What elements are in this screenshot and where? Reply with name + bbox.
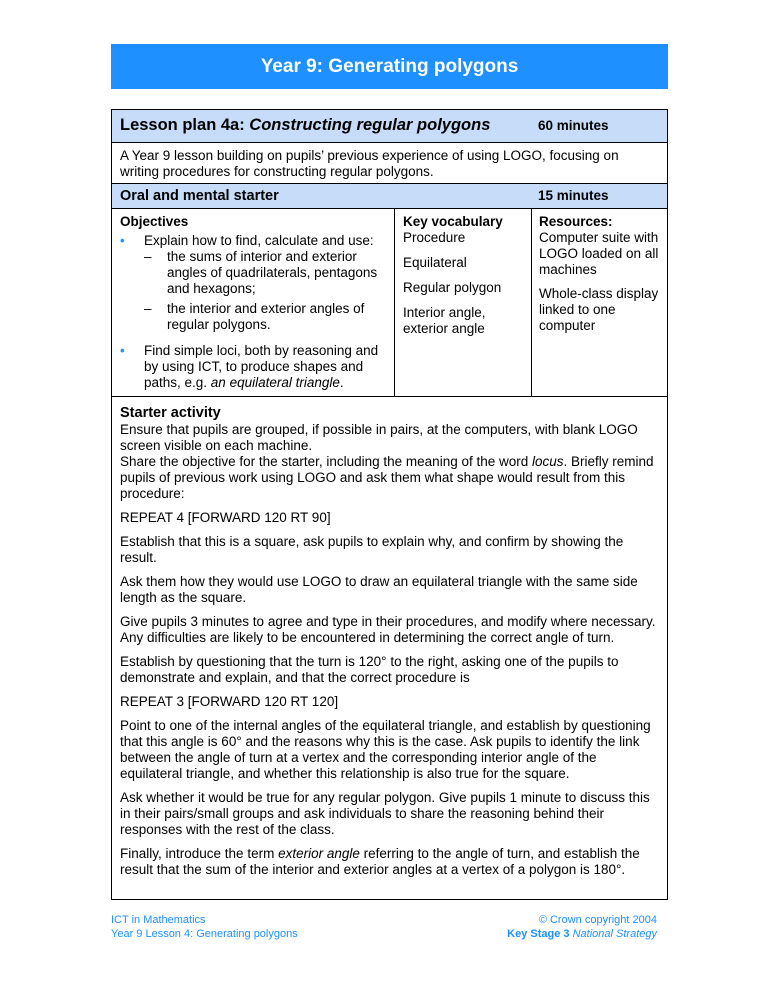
- starter-paragraph: Ensure that pupils are grouped, if possible in pairs, at the computers, with blank LOGO screen visible on each machine.: [120, 422, 638, 453]
- dash-icon: –: [144, 301, 152, 316]
- starter-activity: [120, 405, 660, 878]
- starter-paragraph: Establish by questioning that the turn is 120° to the right, asking one of the pupils to demonstrate and explain, and that the correct procedure is: [120, 654, 619, 685]
- vocabulary-item: Procedure: [403, 230, 466, 245]
- logo-code: REPEAT 4 [FORWARD 120 RT 90]: [120, 510, 331, 525]
- starter-heading: Starter activity: [120, 405, 221, 421]
- footer-publication: ICT in Mathematics: [111, 914, 206, 926]
- objectives-column: [120, 214, 388, 391]
- objective-text: Find simple loci, both by reasoning and by using ICT, to produce shapes and paths, e.g.: [144, 343, 379, 390]
- objective-item: • Find simple loci, both by reasoning and by using ICT, to produce shapes and paths, e.g. an equilateral triangle.: [120, 343, 379, 390]
- objectives-heading: Objectives: [120, 214, 189, 229]
- footer-copyright: © Crown copyright 2004: [538, 914, 657, 926]
- starter-paragraph: Point to one of the internal angles of the equilateral triangle, and establish by questioning that this angle is 60° and the reasons why this is the case. Ask pupils to identify the link between the angle of turn at a vertex and the corresponding interior angle of the equilateral triangle, and whether this relationship is also true for the square.: [120, 718, 651, 781]
- objective-subtext: the sums of interior and exterior angles of quadrilaterals, pentagons and hexagons;: [167, 249, 378, 296]
- banner-title: Year 9: Generating polygons: [260, 56, 519, 77]
- vocabulary-column: [403, 214, 531, 337]
- column-divider: [531, 208, 532, 396]
- section-divider: [112, 396, 667, 397]
- lesson-plan-header: [112, 110, 667, 143]
- footer-left: [111, 913, 298, 941]
- starter-paragraph: Ask whether it would be true for any regular polygon. Give pupils 1 minute to discuss this in their pairs/small groups and ask individuals to share the reasoning behind their responses with the rest of the class.: [120, 790, 650, 837]
- bullet-icon: •: [120, 343, 125, 358]
- resource-item: Whole-class display linked to one computer: [539, 286, 659, 333]
- oral-starter-title: Oral and mental starter: [120, 188, 279, 204]
- starter-paragraph: Share the objective for the starter, including the meaning of the word locus. Briefly remind pupils of previous work using LOGO and ask them what shape would result from this procedure:: [120, 454, 654, 501]
- starter-emphasis: locus: [532, 454, 564, 469]
- lesson-plan-name: Constructing regular polygons: [249, 116, 491, 134]
- vocabulary-item: Equilateral: [403, 255, 467, 270]
- footer-strategy: Key Stage 3 National Strategy: [507, 928, 657, 940]
- objective-subitem: [144, 249, 388, 297]
- vocabulary-item: Interior angle, exterior angle: [403, 305, 486, 336]
- vocabulary-item: Regular polygon: [403, 280, 502, 295]
- starter-emphasis: exterior angle: [278, 846, 360, 861]
- objective-text: Explain how to find, calculate and use:: [144, 233, 374, 248]
- oral-starter-header: [112, 183, 667, 209]
- page-banner: [111, 44, 668, 89]
- lesson-duration: 60 minutes: [538, 118, 609, 133]
- column-divider: [394, 208, 395, 396]
- starter-paragraph: Give pupils 3 minutes to agree and type in their procedures, and modify where necessary. Any difficulties are likely to be encountered in determining the correct angle of turn.: [120, 614, 656, 645]
- starter-paragraph: Ask them how they would use LOGO to draw an equilateral triangle with the same side length as the square.: [120, 574, 638, 605]
- objective-emphasis: an equilateral triangle: [210, 375, 340, 390]
- starter-paragraph: Finally, introduce the term exterior angle referring to the angle of turn, and establish the result that the sum of the interior and exterior angles at a vertex of a polygon is 180°.: [120, 846, 640, 877]
- objective-subitem: [144, 301, 388, 333]
- logo-code: REPEAT 3 [FORWARD 120 RT 120]: [120, 694, 339, 709]
- resources-heading: Resources:: [539, 214, 613, 229]
- resource-item: Computer suite with LOGO loaded on all machines: [539, 230, 659, 277]
- dash-icon: –: [144, 249, 152, 264]
- oral-starter-duration: 15 minutes: [538, 188, 609, 203]
- lesson-plan-box: [111, 109, 668, 900]
- footer-lesson: Year 9 Lesson 4: Generating polygons: [111, 928, 298, 940]
- objective-item: [120, 233, 388, 249]
- vocabulary-heading: Key vocabulary: [403, 214, 503, 229]
- footer-right: [507, 913, 657, 941]
- lesson-intro: A Year 9 lesson building on pupils’ previous experience of using LOGO, focusing on writing procedures for constructing regular polygons.: [120, 148, 619, 179]
- lesson-plan-label: Lesson plan 4a:: [120, 116, 250, 134]
- objective-subtext: the interior and exterior angles of regular polygons.: [167, 301, 365, 332]
- resources-column: [539, 214, 663, 334]
- starter-paragraph: Establish that this is a square, ask pupils to explain why, and confirm by showing the result.: [120, 534, 624, 565]
- lesson-plan-title: [120, 116, 490, 135]
- bullet-icon: •: [120, 233, 125, 248]
